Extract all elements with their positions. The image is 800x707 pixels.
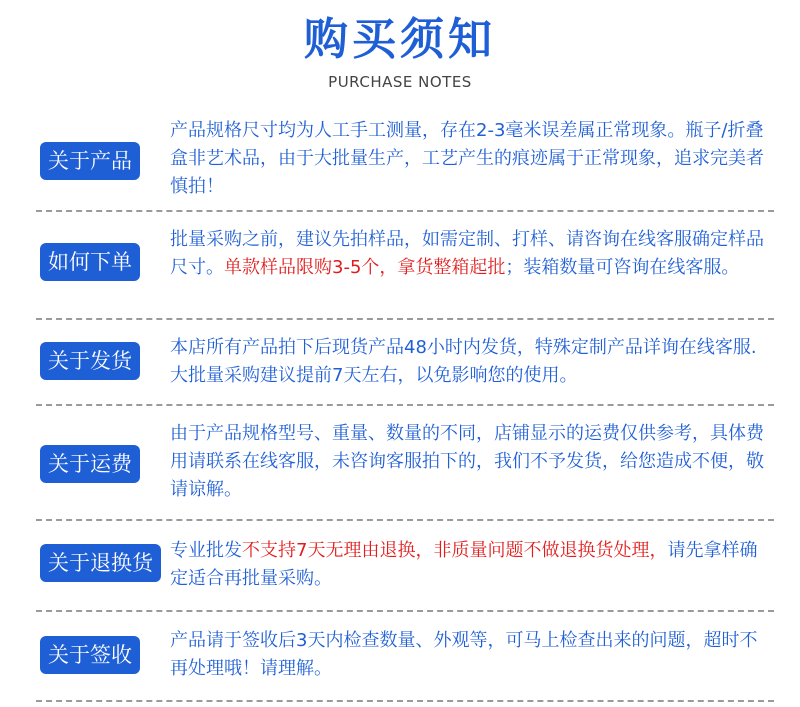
note-text: 请先拿样确定适合再批量采购。	[170, 540, 758, 589]
note-about-product	[170, 117, 768, 201]
note-text: 产品请于签收后3天内检查数量、外观等，可马上检查出来的问题，超时不再处理哦！请理解。	[170, 630, 758, 679]
note-highlight: 单款样品限购3-5个，拿货整箱起批	[224, 257, 506, 278]
badge-about-freight: 关于运费	[40, 445, 140, 483]
page-subtitle: PURCHASE NOTES	[328, 73, 472, 91]
section-divider	[36, 404, 774, 406]
note-text: 产品规格尺寸均为人工手工测量，存在2-3毫米误差属正常现象。瓶子/折叠盒非艺术品，由于大批量生产，工艺产生的痕迹属于正常现象，追求完美者慎拍！	[170, 120, 764, 197]
note-text: 专业批发	[170, 540, 242, 561]
note-about-returns	[170, 537, 768, 593]
note-how-to-order	[170, 226, 768, 282]
badge-about-receipt: 关于签收	[40, 636, 140, 674]
badge-about-shipping: 关于发货	[40, 342, 140, 380]
badge-how-to-order: 如何下单	[40, 243, 140, 281]
section-divider	[36, 210, 774, 212]
note-highlight: 不支持7天无理由退换，非质量问题不做退换货处理，	[242, 540, 668, 561]
section-divider	[36, 610, 774, 612]
note-text: 由于产品规格型号、重量、数量的不同，店铺显示的运费仅供参考，具体费用请联系在线客服，未咨询客服拍下的，我们不予发货，给您造成不便，敬请谅解。	[170, 423, 764, 500]
note-text: 批量采购之前，建议先拍样品，如需定制、打样、请咨询在线客服确定样品尺寸。	[170, 229, 764, 278]
note-text: 本店所有产品拍下后现货产品48小时内发货，特殊定制产品详询在线客服.大批量采购建议提前7天左右，以免影响您的使用。	[170, 337, 757, 386]
page-title: 购买须知	[304, 14, 496, 65]
section-divider	[36, 519, 774, 521]
note-text: ；装箱数量可咨询在线客服。	[505, 257, 740, 278]
section-divider	[36, 700, 774, 702]
section-divider	[36, 318, 774, 320]
badge-about-returns: 关于退换货	[40, 544, 161, 582]
note-about-freight	[170, 420, 768, 504]
note-about-receipt	[170, 627, 768, 683]
badge-about-product: 关于产品	[40, 142, 140, 180]
note-about-shipping	[170, 334, 768, 390]
